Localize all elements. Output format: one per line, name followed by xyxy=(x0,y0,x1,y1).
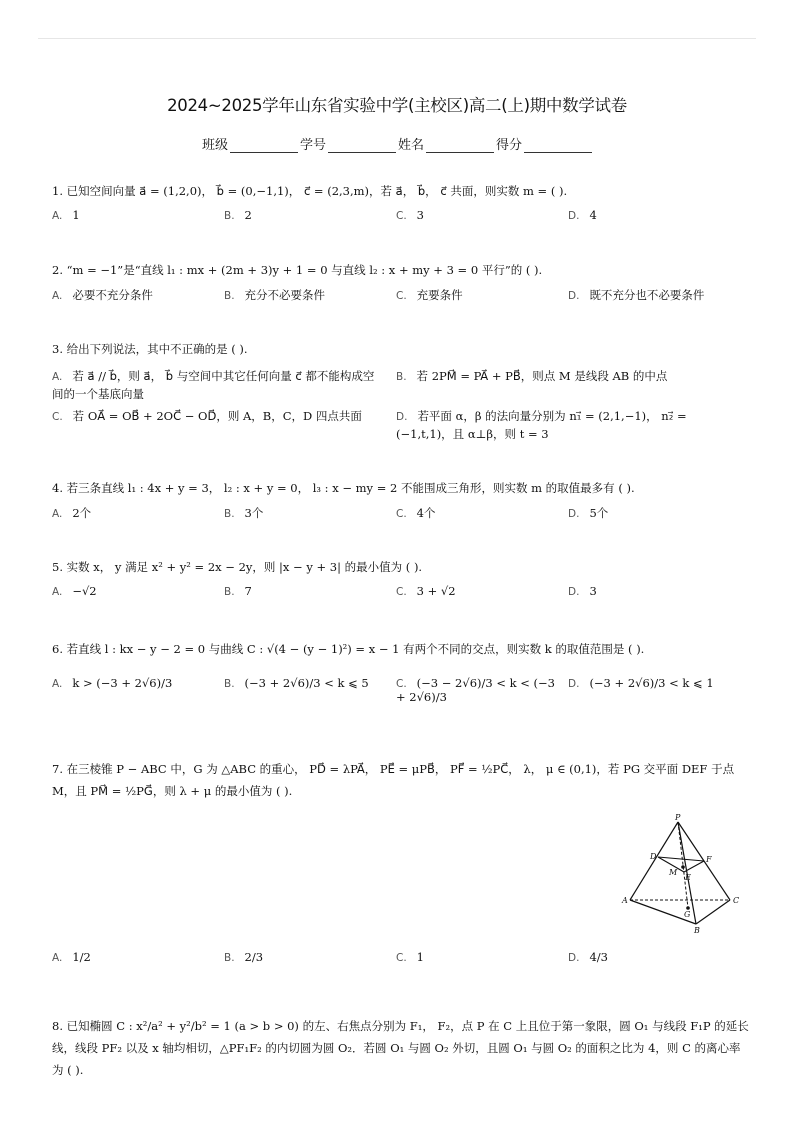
option-a[interactable]: A. 必要不充分条件 xyxy=(52,288,153,302)
option-a[interactable]: A. 若 a⃗ // b⃗，则 a⃗， b⃗ 与空间中其它任何向量 c⃗ 都不能构成空间的一个基底向量 xyxy=(52,369,375,401)
score-field[interactable]: 得分 xyxy=(496,134,592,153)
option-c[interactable]: C. 3 xyxy=(396,208,424,222)
question-5-options xyxy=(52,584,752,604)
option-d[interactable]: D. 4 xyxy=(568,208,597,222)
vertex-label-p: P xyxy=(675,813,681,822)
option-b[interactable]: B. 7 xyxy=(224,584,252,598)
option-d[interactable]: D. 3 xyxy=(568,584,597,598)
question-stem: 4. 若三条直线 l₁ : 4x + y = 3， l₂ : x + y = 0， l₃ : x − my = 2 不能围成三角形，则实数 m 的取值最多有 ( ). xyxy=(52,481,635,495)
question-2 xyxy=(52,261,752,279)
question-8 xyxy=(52,1015,752,1081)
question-5 xyxy=(52,558,752,576)
student-id-field[interactable]: 学号 xyxy=(300,134,396,153)
option-c[interactable]: C. 1 xyxy=(396,950,424,964)
question-stem: 1. 已知空间向量 a⃗ = (1,2,0)， b⃗ = (0,−1,1)， c⃗ = (2,3,m)，若 a⃗， b⃗， c⃗ 共面，则实数 m = ( ). xyxy=(52,184,568,198)
class-field[interactable]: 班级 xyxy=(202,134,298,153)
question-stem: 7. 在三棱锥 P − ABC 中，G 为 △ABC 的重心， PD⃗ = λPA⃗， PE⃗ = μPB⃗， PF⃗ = ½PC⃗， λ， μ ∈ (0,1)，若 PG 交平面 DEF 于点 M，且 PM⃗ = ½PG⃗，则 λ + μ 的最小值为 ( ). xyxy=(52,762,735,798)
question-stem: 8. 已知椭圆 C : x²/a² + y²/b² = 1 (a > b > 0) 的左、右焦点分别为 F₁， F₂，点 P 在 C 上且位于第一象限，圆 O₁ 与线段 F₁P 的延长线，线段 PF₂ 以及 x 轴均相切，△PF₁F₂ 的内切圆为圆 O₂．若圆 O₁ 与圆 O₂ 外切，且圆 O₁ 与圆 O₂ 的面积之比为 4，则 C 的离心率为 ( ). xyxy=(52,1019,749,1077)
option-a[interactable]: A. −√2 xyxy=(52,584,97,598)
question-2-options xyxy=(52,287,752,307)
question-6 xyxy=(52,640,752,658)
option-d[interactable]: D. (−3 + 2√6)/3 < k ⩽ 1 xyxy=(568,676,714,690)
student-info-row xyxy=(0,134,794,153)
option-a[interactable]: A. 2个 xyxy=(52,506,92,520)
option-b[interactable]: B. 2 xyxy=(224,208,252,222)
option-b[interactable]: B. 3个 xyxy=(224,506,264,520)
vertex-label-g: G xyxy=(684,910,691,919)
question-4-options xyxy=(52,505,752,525)
question-3 xyxy=(52,340,752,358)
option-d[interactable]: D. 若平面 α，β 的法向量分别为 n₁⃗ = (2,1,−1)， n₂⃗ = (−1,t,1)，且 α⊥β，则 t = 3 xyxy=(396,409,687,441)
option-d[interactable]: D. 既不充分也不必要条件 xyxy=(568,288,705,302)
question-stem: 3. 给出下列说法，其中不正确的是 ( ). xyxy=(52,342,248,356)
vertex-label-f: F xyxy=(706,855,712,864)
question-7-options xyxy=(52,950,752,970)
question-1 xyxy=(52,182,752,200)
question-4 xyxy=(52,479,752,497)
vertex-label-d: D xyxy=(650,852,657,861)
option-c[interactable]: C. 3 + √2 xyxy=(396,584,456,598)
tetrahedron-figure xyxy=(620,812,745,937)
option-a[interactable]: A. 1 xyxy=(52,208,80,222)
name-field[interactable]: 姓名 xyxy=(398,134,494,153)
option-a[interactable]: A. 1/2 xyxy=(52,950,91,964)
question-stem: 5. 实数 x， y 满足 x² + y² = 2x − 2y，则 |x − y + 3| 的最小值为 ( ). xyxy=(52,560,423,574)
option-d[interactable]: D. 5个 xyxy=(568,506,609,520)
vertex-label-a: A xyxy=(622,896,628,905)
page-top-border xyxy=(38,38,756,39)
question-6-options xyxy=(52,676,752,716)
option-c[interactable]: C. (−3 − 2√6)/3 < k < (−3 + 2√6)/3 xyxy=(396,676,555,704)
exam-title: 2024~2025学年山东省实验中学(主校区)高二(上)期中数学试卷 xyxy=(167,96,627,115)
question-stem: 2. “m = −1”是“直线 l₁ : mx + (2m + 3)y + 1 = 0 与直线 l₂ : x + my + 3 = 0 平行”的 ( ). xyxy=(52,263,543,277)
option-b[interactable]: B. 若 2PM⃗ = PA⃗ + PB⃗，则点 M 是线段 AB 的中点 xyxy=(396,369,668,383)
vertex-label-c: C xyxy=(733,896,740,905)
option-a[interactable]: A. k > (−3 + 2√6)/3 xyxy=(52,676,173,690)
option-b[interactable]: B. (−3 + 2√6)/3 < k ⩽ 5 xyxy=(224,676,369,690)
question-7 xyxy=(52,758,752,802)
option-d[interactable]: D. 4/3 xyxy=(568,950,608,964)
vertex-label-m: M xyxy=(669,868,678,877)
option-c[interactable]: C. 充要条件 xyxy=(396,288,463,302)
option-b[interactable]: B. 充分不必要条件 xyxy=(224,288,326,302)
option-c[interactable]: C. 4个 xyxy=(396,506,436,520)
vertex-label-e: E xyxy=(685,873,691,882)
option-b[interactable]: B. 2/3 xyxy=(224,950,264,964)
question-1-options xyxy=(52,208,752,228)
question-stem: 6. 若直线 l : kx − y − 2 = 0 与曲线 C : √(4 − (y − 1)²) = x − 1 有两个不同的交点，则实数 k 的取值范围是 ( ). xyxy=(52,642,645,656)
option-c[interactable]: C. 若 OA⃗ = OB⃗ + 2OC⃗ − OD⃗，则 A，B，C，D 四点共面 xyxy=(52,409,362,423)
vertex-label-b: B xyxy=(694,926,700,935)
